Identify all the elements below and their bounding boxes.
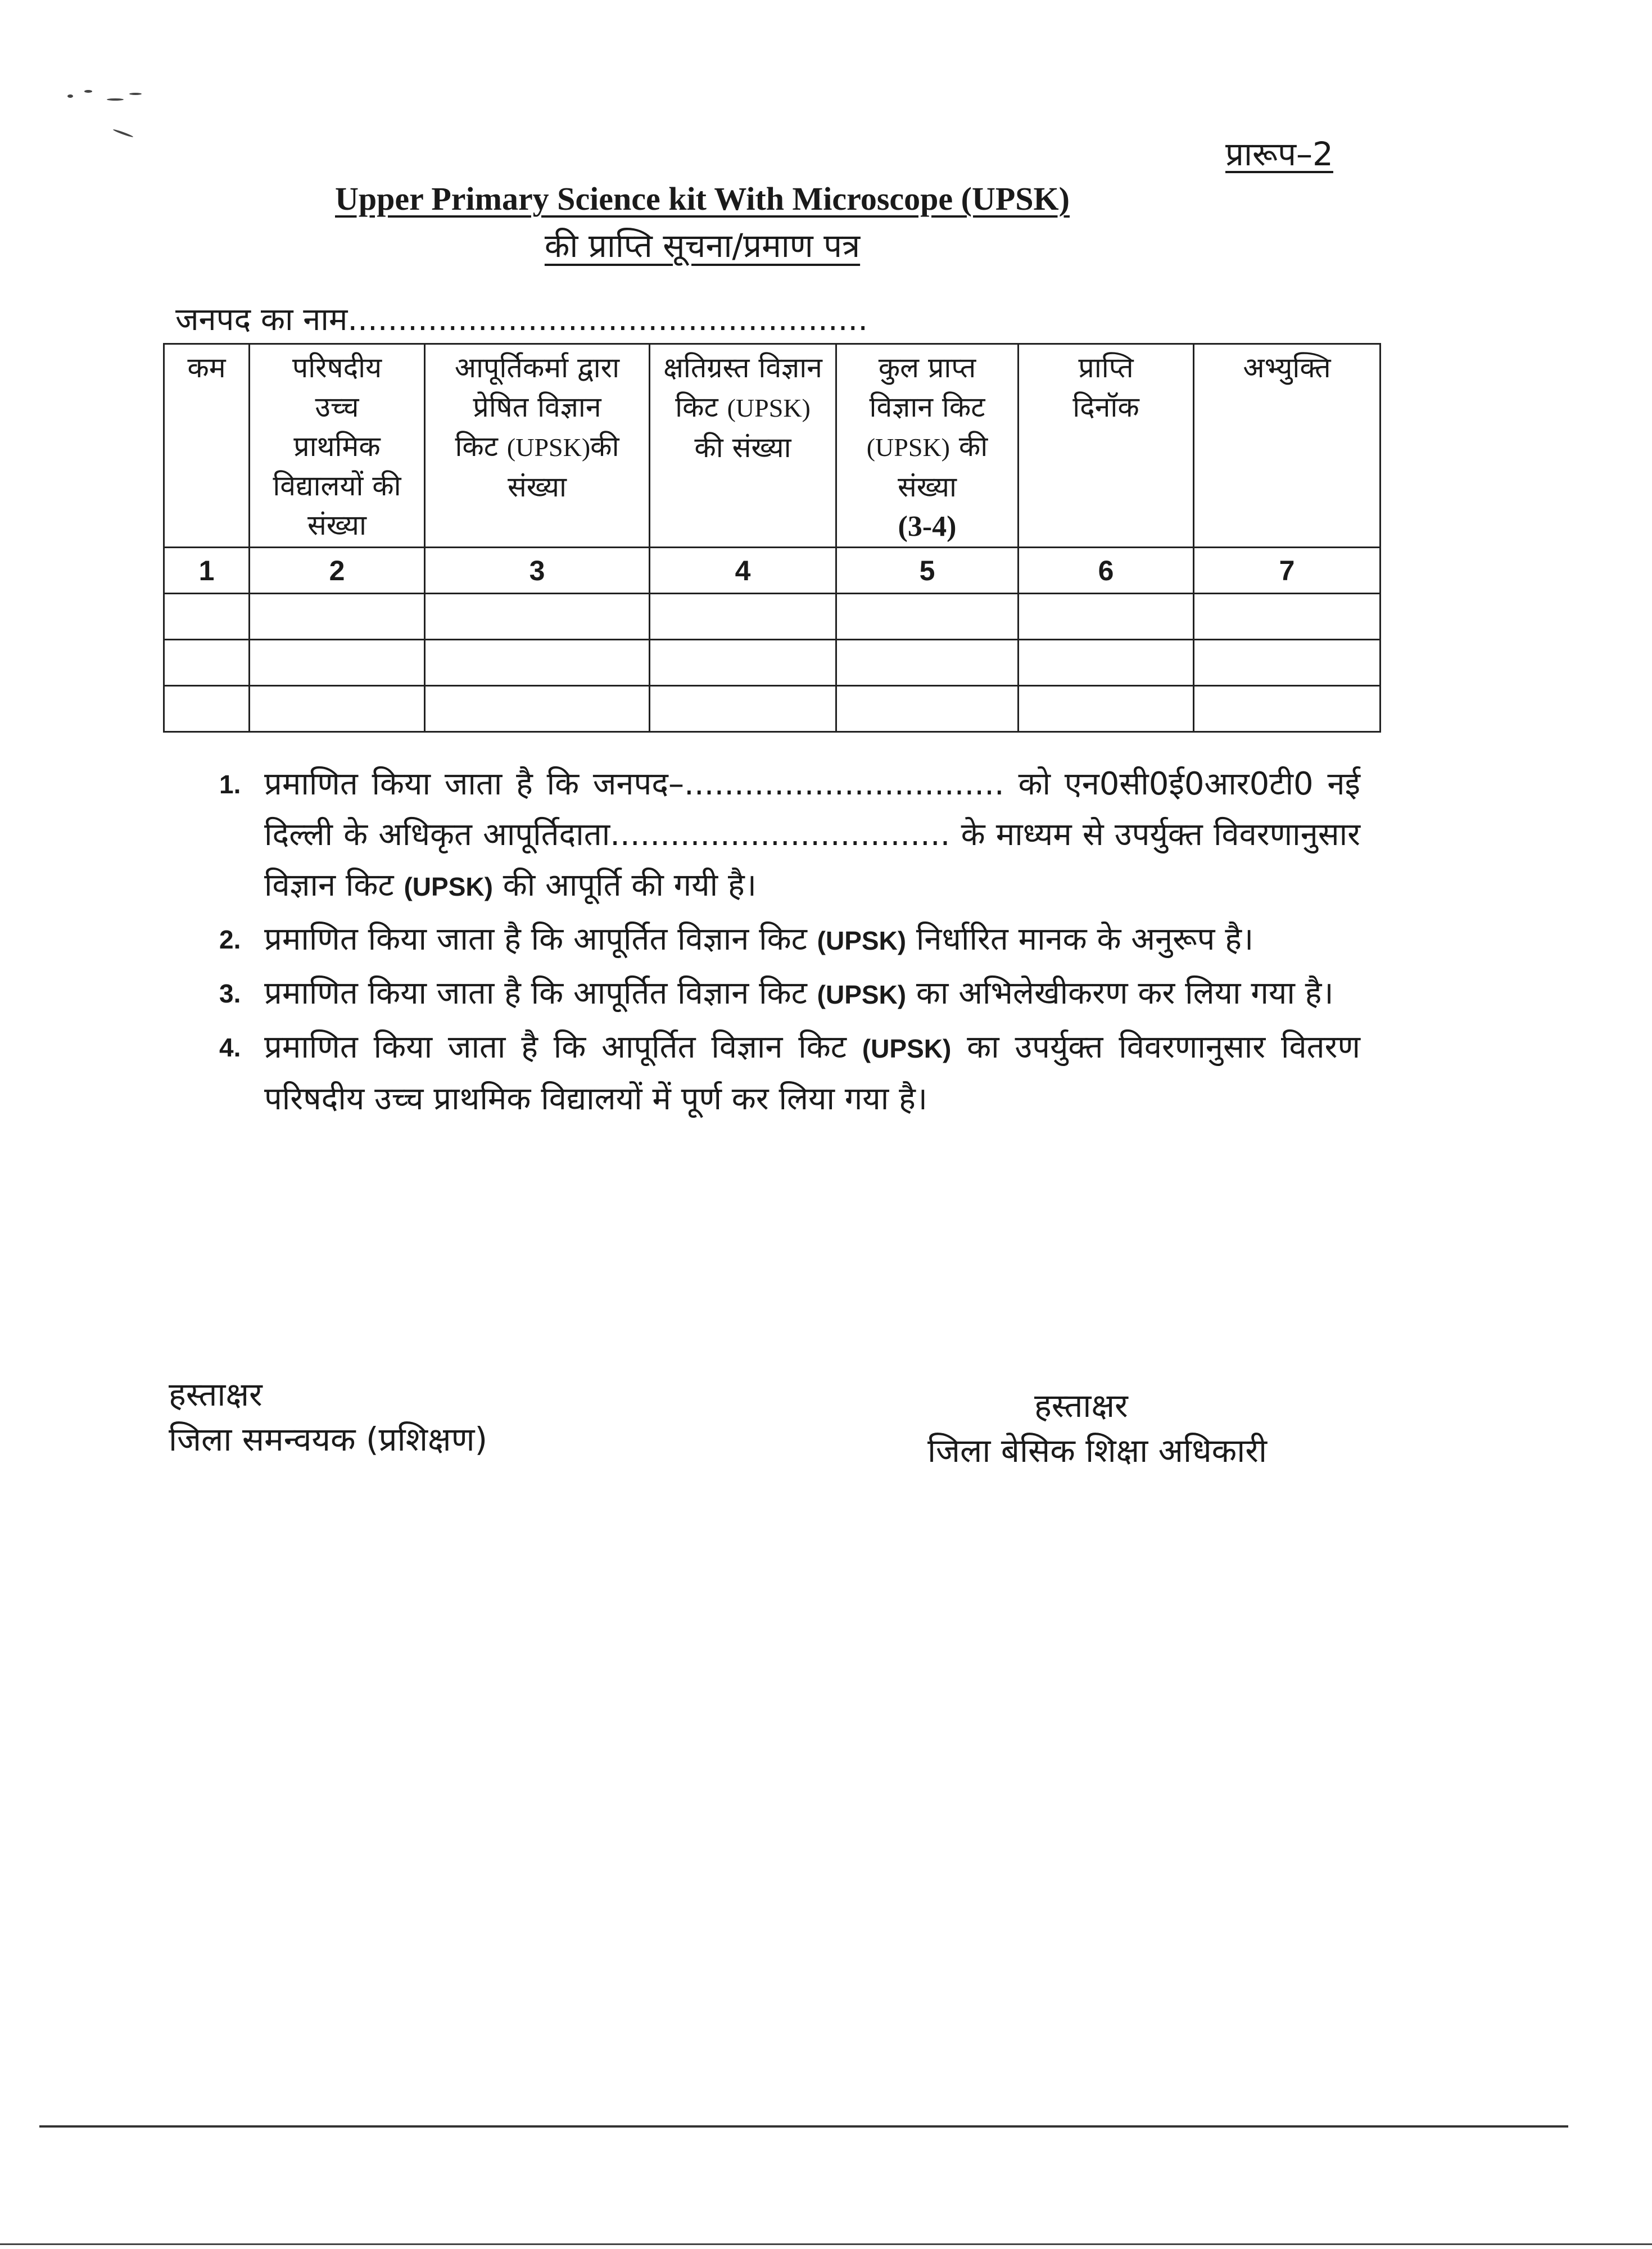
certification-text: प्रमाणित किया जाता है कि आपूर्तित विज्ञान किट (264, 1029, 847, 1065)
upsk-code: (UPSK) (404, 872, 493, 901)
certification-text: का अभिलेखीकरण कर लिया गया है। (916, 975, 1334, 1011)
formula-3-minus-4: (3-4) (898, 511, 957, 543)
header-receipt-date: प्राप्ति दिनॉक (1019, 344, 1194, 548)
item-number: 2. (219, 925, 241, 954)
upsk-code: (UPSK) (727, 394, 811, 422)
upsk-code: (UPSK) (866, 433, 950, 462)
blank-cell[interactable] (836, 594, 1019, 640)
form-number: प्रारूप–2 (1225, 135, 1333, 173)
certification-item (219, 759, 1360, 912)
signature-block-district-coordinator (169, 1372, 487, 1462)
upsk-code: (UPSK) (862, 1034, 952, 1063)
blank-cell[interactable] (250, 594, 425, 640)
district-name-line (175, 297, 868, 340)
signature-designation: जिला समन्वयक (प्रशिक्षण) (169, 1420, 488, 1458)
header-supplied-kits: आपूर्तिकर्मा द्वारा प्रेषित विज्ञान किट (UPSK)की संख्या (425, 344, 650, 548)
title-english: Upper Primary Science kit With Microscope (UPSK) (335, 180, 1070, 217)
district-fill-dots: .................................................... (347, 301, 868, 338)
blank-cell[interactable] (425, 640, 650, 686)
certification-text: प्रमाणित किया जाता है कि आपूर्तित विज्ञान किट (264, 921, 807, 958)
column-number: 2 (250, 548, 425, 594)
upsk-code: (UPSK) (817, 980, 907, 1009)
column-number: 3 (425, 548, 650, 594)
certification-list (219, 759, 1360, 1124)
header-total-received-kits: कुल प्राप्त विज्ञान किट (UPSK) की संख्या (3-4) (836, 344, 1019, 548)
blank-cell[interactable] (1194, 640, 1381, 686)
certification-text: प्रमाणित किया जाता है कि जनपद–................................ को एन0सी0ई0आर0टी0 नई दिल्ली के अधिकृत आपूर्तिदाता.................................. के माध्यम से उपर्युक्त विवरणानुसार विज्ञान किट (264, 766, 1360, 904)
item-number: 1. (219, 770, 241, 799)
page-bottom-edge (0, 2243, 1652, 2245)
header-remarks: अभ्युक्ति (1194, 344, 1381, 548)
blank-cell[interactable] (1019, 594, 1194, 640)
title-hindi: की प्राप्ति सूचना/प्रमाण पत्र (544, 227, 861, 265)
blank-cell[interactable] (650, 640, 836, 686)
blank-cell[interactable] (164, 594, 250, 640)
blank-cell[interactable] (425, 686, 650, 732)
item-number: 4. (219, 1033, 241, 1062)
scan-speck (84, 90, 92, 93)
receipt-table (163, 343, 1381, 733)
scan-speck (112, 129, 133, 138)
certification-item (219, 914, 1360, 966)
certification-text: का उपर्युक्त विवरणानुसार वितरण परिषदीय उच्च प्राथमिक विद्यालयों में पूर्ण कर लिया गया है। (264, 1029, 1360, 1117)
blank-cell[interactable] (836, 640, 1019, 686)
blank-cell[interactable] (164, 640, 250, 686)
blank-cell[interactable] (650, 594, 836, 640)
table-header-row (164, 344, 1381, 548)
certification-text: प्रमाणित किया जाता है कि आपूर्तित विज्ञान किट (264, 975, 807, 1011)
column-number: 7 (1194, 548, 1381, 594)
blank-cell[interactable] (1194, 594, 1381, 640)
column-number: 5 (836, 548, 1019, 594)
header-damaged-kits: क्षतिग्रस्त विज्ञान किट (UPSK) की संख्या (650, 344, 836, 548)
column-number: 6 (1019, 548, 1194, 594)
scan-speck (129, 93, 142, 95)
column-number-row (164, 548, 1381, 594)
blank-entry-row (164, 594, 1381, 640)
district-label: जनपद का नाम (175, 301, 348, 338)
column-number: 4 (650, 548, 836, 594)
blank-cell[interactable] (250, 686, 425, 732)
blank-cell[interactable] (1019, 640, 1194, 686)
blank-cell[interactable] (836, 686, 1019, 732)
signature-block-basic-education-officer (927, 1383, 1267, 1473)
footer-rule (39, 2125, 1568, 2128)
item-number: 3. (219, 979, 241, 1008)
scan-speck (67, 94, 73, 98)
blank-cell[interactable] (164, 686, 250, 732)
certification-item (219, 968, 1360, 1020)
certification-text: निर्धारित मानक के अनुरूप है। (916, 921, 1254, 958)
blank-cell[interactable] (1019, 686, 1194, 732)
upsk-code: (UPSK) (506, 433, 591, 462)
blank-cell[interactable] (1194, 686, 1381, 732)
scan-speck (107, 98, 124, 101)
blank-cell[interactable] (250, 640, 425, 686)
blank-entry-row (164, 686, 1381, 732)
blank-entry-row (164, 640, 1381, 686)
signature-label: हस्ताक्षर (169, 1375, 262, 1413)
blank-cell[interactable] (425, 594, 650, 640)
upsk-code: (UPSK) (817, 926, 907, 955)
signature-designation: जिला बेसिक शिक्षा अधिकारी (927, 1431, 1267, 1470)
signature-label: हस्ताक्षर (1034, 1387, 1128, 1425)
header-school-count: परिषदीय उच्च प्राथमिक विद्यालयों की संख्या (250, 344, 425, 548)
certification-item (219, 1022, 1360, 1124)
column-number: 1 (164, 548, 250, 594)
certification-text: की आपूर्ति की गयी है। (503, 867, 757, 904)
header-serial: कम (164, 344, 250, 548)
blank-cell[interactable] (650, 686, 836, 732)
